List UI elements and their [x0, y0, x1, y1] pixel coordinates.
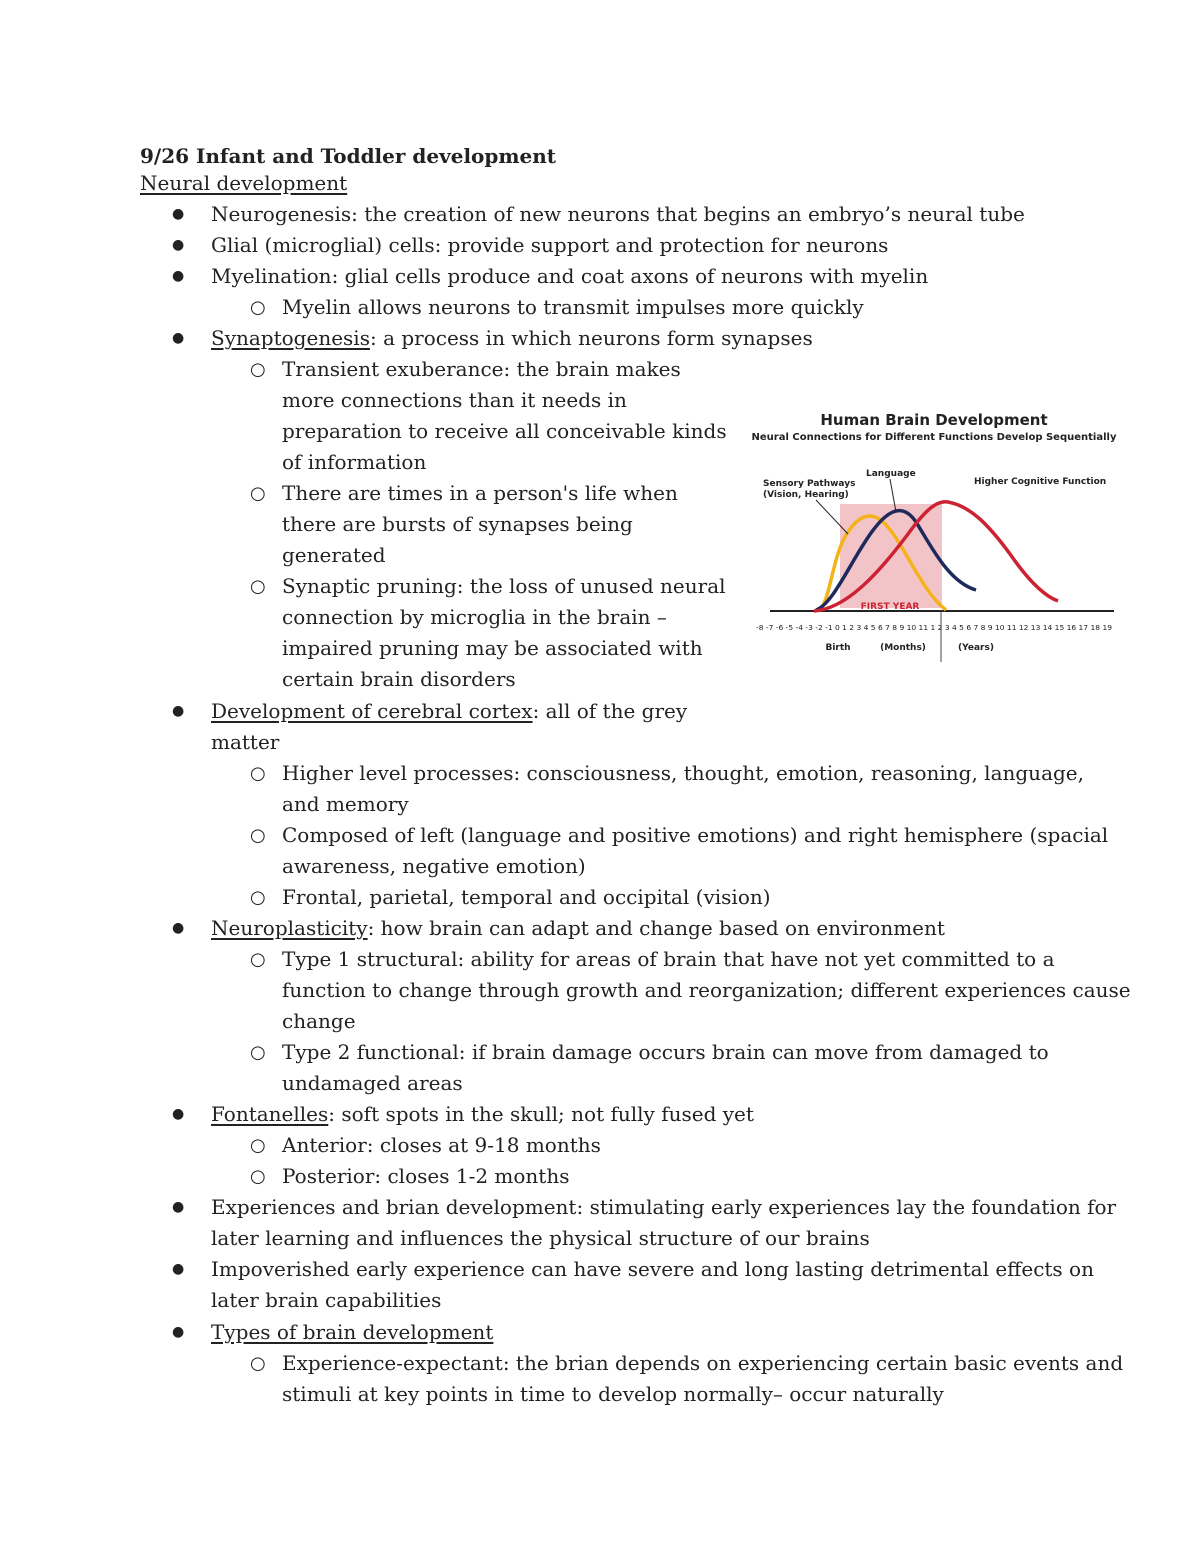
sub-list-item: Transient exuberance: the brain makes [282, 357, 681, 381]
sub-list-item-continuation: impaired pruning may be associated with [282, 636, 703, 660]
list-item [211, 696, 687, 727]
legend-higher-cognitive: Higher Cognitive Function [974, 477, 1107, 487]
list-item: Glial (microglial) cells: provide support and protection for neurons [211, 233, 889, 257]
sub-list-item: Synaptic pruning: the loss of unused neural [282, 574, 726, 598]
sub-list-item-continuation: more connections than it needs in [282, 388, 627, 412]
sub-list-item-continuation: there are bursts of synapses being [282, 512, 633, 536]
list-item: Neurogenesis: the creation of new neurons that begins an embryo’s neural tube [211, 202, 1025, 226]
sub-list-item-continuation: certain brain disorders [282, 667, 516, 691]
legend-sensory-line1: Sensory Pathways [763, 479, 856, 489]
bullet-marker: ● [172, 1199, 185, 1215]
first-year-label: FIRST YEAR [860, 602, 920, 612]
sub-list-item-continuation: connection by microglia in the brain – [282, 605, 667, 629]
sub-bullet-marker: ○ [250, 297, 266, 318]
brain-development-chart [748, 404, 1120, 666]
list-item-continuation: later brain capabilities [211, 1288, 442, 1312]
sub-list-item: Type 1 structural: ability for areas of brain that have not yet committed to a [282, 947, 1055, 971]
list-item: Experiences and brian development: stimulating early experiences lay the foundation for [211, 1195, 1117, 1219]
x-label-birth: Birth [825, 643, 851, 653]
list-item-continuation: later learning and influences the physical structure of our brains [211, 1226, 870, 1250]
bullet-marker: ● [172, 330, 185, 346]
sub-list-item: Posterior: closes 1-2 months [282, 1164, 570, 1188]
term-types-of-brain-development: Types of brain development [211, 1320, 494, 1344]
sub-list-item-continuation: and memory [282, 792, 409, 816]
list-item: Impoverished early experience can have severe and long lasting detrimental effects on [211, 1257, 1094, 1281]
sub-list-item-continuation: generated [282, 543, 386, 567]
sub-bullet-marker: ○ [250, 1042, 266, 1063]
sub-bullet-marker: ○ [250, 949, 266, 970]
x-label-months: (Months) [880, 643, 926, 653]
bullet-marker: ● [172, 268, 185, 284]
brain-development-figure [748, 404, 1120, 666]
section-heading: Neural development [140, 171, 348, 195]
x-label-years: (Years) [958, 643, 994, 653]
sub-list-item: Composed of left (language and positive emotions) and right hemisphere (spacial [282, 823, 1109, 847]
bullet-marker: ● [172, 206, 185, 222]
list-item-continuation: matter [211, 730, 280, 754]
sub-list-item-continuation: undamaged areas [282, 1071, 463, 1095]
list-item [211, 913, 945, 944]
list-item [211, 1099, 754, 1130]
sub-bullet-marker: ○ [250, 825, 266, 846]
sub-list-item-continuation: of information [282, 450, 427, 474]
sub-list-item: Type 2 functional: if brain damage occurs brain can move from damaged to [282, 1040, 1049, 1064]
definition-text: : a process in which neurons form synapses [369, 326, 813, 350]
definition-text: : soft spots in the skull; not fully fused yet [328, 1102, 754, 1126]
bullet-marker: ● [172, 1324, 185, 1340]
term-fontanelles: Fontanelles [211, 1102, 329, 1126]
x-tick-labels: -8 -7 -6 -5 -4 -3 -2 -1 0 1 2 3 4 5 6 7 8 9 10 11 1 2 3 4 5 6 7 8 9 10 11 12 13 14 15 16 17 18 19 [756, 623, 1113, 632]
chart-title: Human Brain Development [820, 411, 1048, 429]
bullet-marker: ● [172, 237, 185, 253]
list-item [211, 323, 813, 354]
sub-list-item-continuation: preparation to receive all conceivable kinds [282, 419, 727, 443]
term-cerebral-cortex: Development of cerebral cortex [211, 699, 533, 723]
list-item: Myelination: glial cells produce and coat axons of neurons with myelin [211, 264, 929, 288]
sub-bullet-marker: ○ [250, 1353, 266, 1374]
sub-bullet-marker: ○ [250, 1166, 266, 1187]
legend-language: Language [866, 469, 916, 479]
bullet-marker: ● [172, 1261, 185, 1277]
sub-list-item: There are times in a person's life when [282, 481, 678, 505]
sub-list-item-continuation: awareness, negative emotion) [282, 854, 586, 878]
term-neuroplasticity: Neuroplasticity [211, 916, 368, 940]
sub-bullet-marker: ○ [250, 763, 266, 784]
sub-bullet-marker: ○ [250, 483, 266, 504]
sub-list-item: Experience-expectant: the brian depends on experiencing certain basic events and [282, 1351, 1124, 1375]
sub-list-item-continuation: change [282, 1009, 356, 1033]
definition-text: : all of the grey [532, 699, 688, 723]
bullet-marker: ● [172, 1106, 185, 1122]
legend-sensory-line2: (Vision, Hearing) [763, 490, 849, 500]
sub-list-item: Myelin allows neurons to transmit impulses more quickly [282, 295, 864, 319]
page-title: 9/26 Infant and Toddler development [140, 144, 557, 168]
sub-list-item: Anterior: closes at 9-18 months [282, 1133, 601, 1157]
term-synaptogenesis: Synaptogenesis [211, 326, 370, 350]
bullet-marker: ● [172, 920, 185, 936]
bullet-marker: ● [172, 703, 185, 719]
sub-list-item-continuation: function to change through growth and reorganization; different experiences cause [282, 978, 1131, 1002]
chart-subtitle: Neural Connections for Different Functions Develop Sequentially [751, 432, 1117, 443]
sub-list-item: Frontal, parietal, temporal and occipital (vision) [282, 885, 771, 909]
sub-bullet-marker: ○ [250, 1135, 266, 1156]
definition-text: : how brain can adapt and change based on environment [367, 916, 945, 940]
sub-bullet-marker: ○ [250, 887, 266, 908]
sub-list-item-continuation: stimuli at key points in time to develop normally– occur naturally [282, 1382, 944, 1406]
sub-bullet-marker: ○ [250, 359, 266, 380]
sub-list-item: Higher level processes: consciousness, thought, emotion, reasoning, language, [282, 761, 1084, 785]
sub-bullet-marker: ○ [250, 576, 266, 597]
